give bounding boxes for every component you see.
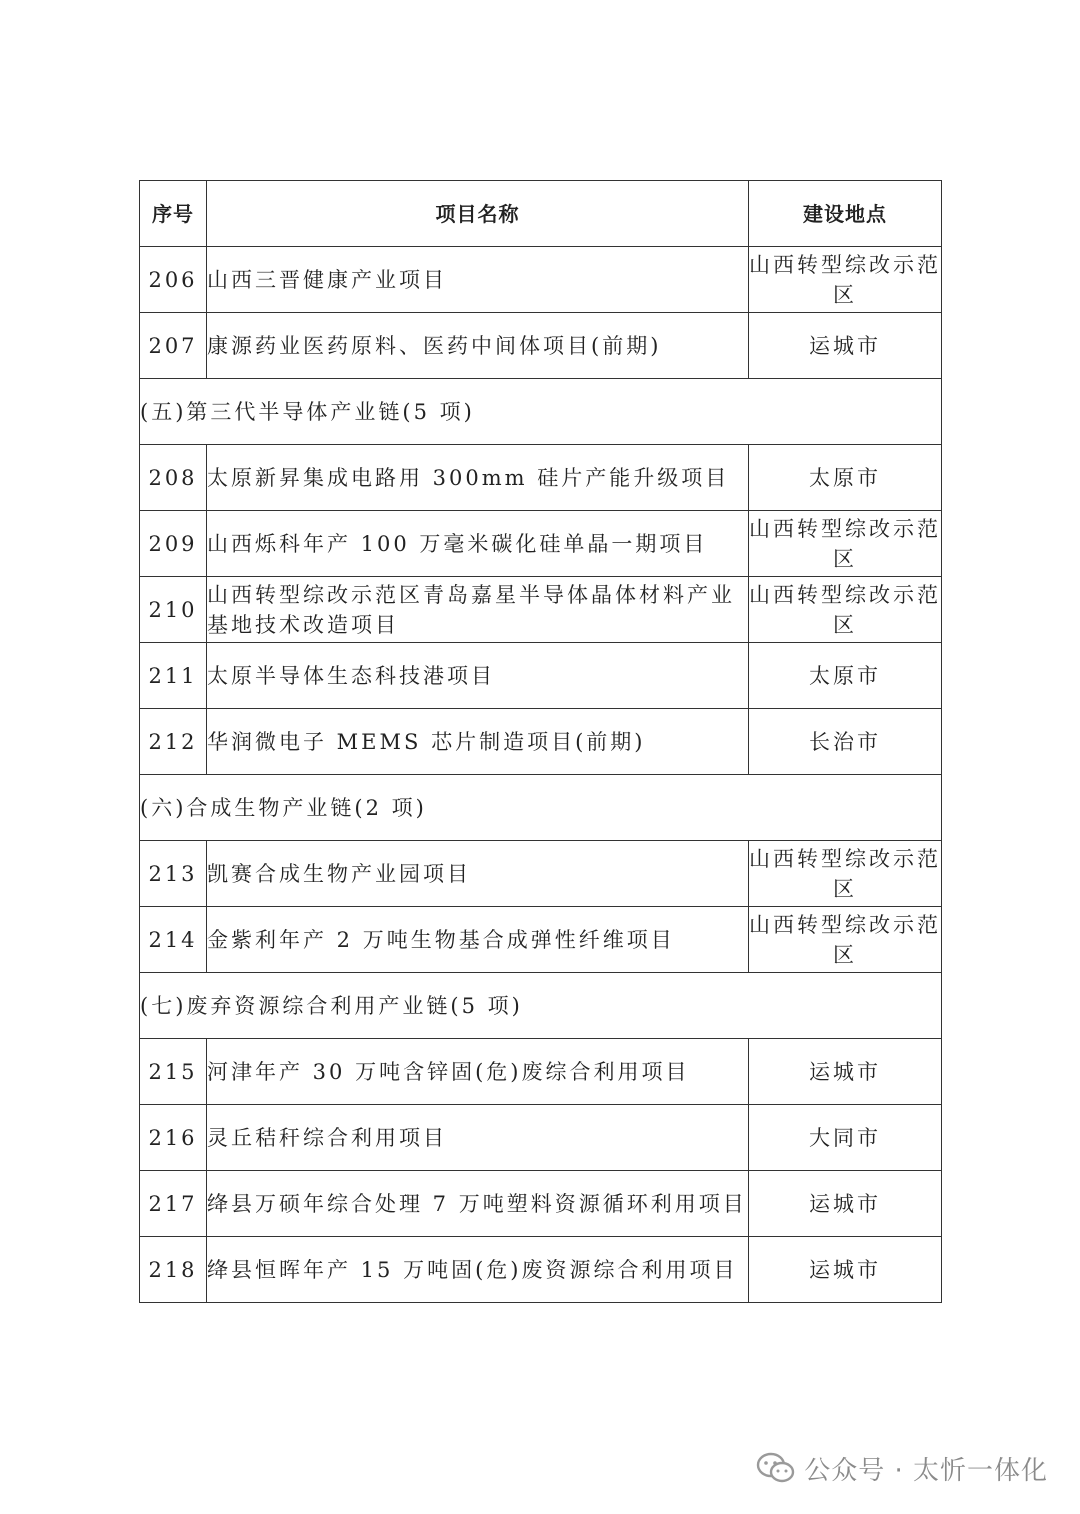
table-row <box>140 445 942 511</box>
watermark <box>756 1446 1048 1490</box>
row-location: 山西转型综改示范区 <box>749 247 942 313</box>
row-name: 太原半导体生态科技港项目 <box>207 643 749 709</box>
row-name: 山西转型综改示范区青岛嘉星半导体晶体材料产业基地技术改造项目 <box>207 577 749 643</box>
section-title: (五)第三代半导体产业链(5 项) <box>140 379 942 445</box>
table-header-row <box>140 181 942 247</box>
row-seq: 206 <box>140 247 207 313</box>
table-row <box>140 907 942 973</box>
header-location: 建设地点 <box>749 181 942 247</box>
row-location: 山西转型综改示范区 <box>749 907 942 973</box>
row-location: 太原市 <box>749 643 942 709</box>
row-name: 灵丘秸秆综合利用项目 <box>207 1105 749 1171</box>
row-name: 绛县万硕年综合处理 7 万吨塑料资源循环利用项目 <box>207 1171 749 1237</box>
table-row <box>140 577 942 643</box>
row-name: 绛县恒晖年产 15 万吨固(危)废资源综合利用项目 <box>207 1237 749 1303</box>
row-location: 运城市 <box>749 1039 942 1105</box>
table-row <box>140 313 942 379</box>
row-name: 太原新昇集成电路用 300mm 硅片产能升级项目 <box>207 445 749 511</box>
row-name: 山西烁科年产 100 万毫米碳化硅单晶一期项目 <box>207 511 749 577</box>
row-name: 华润微电子 MEMS 芯片制造项目(前期) <box>207 709 749 775</box>
row-seq: 212 <box>140 709 207 775</box>
row-location: 山西转型综改示范区 <box>749 577 942 643</box>
row-seq: 207 <box>140 313 207 379</box>
header-seq: 序号 <box>140 181 207 247</box>
row-name: 金紫利年产 2 万吨生物基合成弹性纤维项目 <box>207 907 749 973</box>
row-name: 康源药业医药原料、医药中间体项目(前期) <box>207 313 749 379</box>
row-location: 运城市 <box>749 313 942 379</box>
row-location: 运城市 <box>749 1171 942 1237</box>
row-seq: 214 <box>140 907 207 973</box>
section-row <box>140 775 942 841</box>
project-table <box>139 180 942 1303</box>
row-location: 山西转型综改示范区 <box>749 841 942 907</box>
table-row <box>140 247 942 313</box>
section-row <box>140 973 942 1039</box>
row-name: 凯赛合成生物产业园项目 <box>207 841 749 907</box>
row-seq: 208 <box>140 445 207 511</box>
row-location: 长治市 <box>749 709 942 775</box>
table-row <box>140 1171 942 1237</box>
row-seq: 218 <box>140 1237 207 1303</box>
row-seq: 213 <box>140 841 207 907</box>
table-row <box>140 1237 942 1303</box>
row-seq: 215 <box>140 1039 207 1105</box>
row-seq: 209 <box>140 511 207 577</box>
row-seq: 210 <box>140 577 207 643</box>
row-seq: 211 <box>140 643 207 709</box>
table-row <box>140 841 942 907</box>
table-row <box>140 1105 942 1171</box>
row-seq: 216 <box>140 1105 207 1171</box>
wechat-icon <box>756 1451 796 1485</box>
row-name: 河津年产 30 万吨含锌固(危)废综合利用项目 <box>207 1039 749 1105</box>
table-row <box>140 511 942 577</box>
row-location: 运城市 <box>749 1237 942 1303</box>
row-location: 太原市 <box>749 445 942 511</box>
table-row <box>140 1039 942 1105</box>
row-location: 山西转型综改示范区 <box>749 511 942 577</box>
row-name: 山西三晋健康产业项目 <box>207 247 749 313</box>
watermark-text: 公众号 · 太忻一体化 <box>804 1455 1048 1486</box>
row-location: 大同市 <box>749 1105 942 1171</box>
section-title: (六)合成生物产业链(2 项) <box>140 775 942 841</box>
header-name: 项目名称 <box>207 181 749 247</box>
section-title: (七)废弃资源综合利用产业链(5 项) <box>140 973 942 1039</box>
table-row <box>140 709 942 775</box>
section-row <box>140 379 942 445</box>
row-seq: 217 <box>140 1171 207 1237</box>
table-row <box>140 643 942 709</box>
